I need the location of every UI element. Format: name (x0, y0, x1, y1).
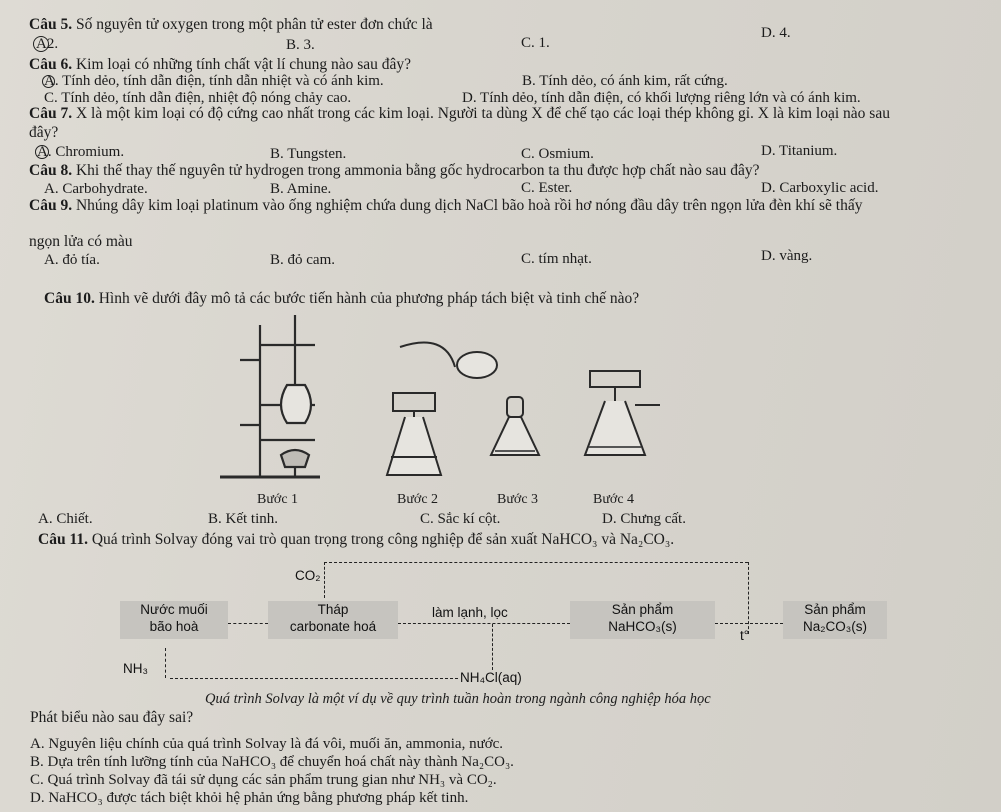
q5-option-c[interactable]: C. 1. (521, 35, 550, 51)
step3-apparatus (491, 397, 539, 455)
step-label: Bước 1 (257, 492, 299, 507)
nh4cl-label: NH₄Cl(aq) (460, 670, 522, 685)
q6-option-c[interactable]: C. Tính dẻo, tính dẫn điện, nhiệt độ nóng chảy cao. (44, 90, 352, 106)
q9-stem-cont: ngọn lửa có màu (29, 233, 133, 250)
heat-label: t° (740, 628, 750, 643)
box-nahco3: Sản phẩm NaHCO₃(s) (570, 601, 715, 639)
q11-prompt: Phát biểu nào sau đây sai? (30, 709, 194, 726)
q7-stem (29, 105, 890, 123)
arrow-heat (715, 623, 783, 624)
q7-stem-cont: đây? (29, 124, 59, 141)
q7-option-b[interactable]: B. Tungsten. (270, 146, 347, 162)
q8-option-d[interactable]: D. Carboxylic acid. (761, 180, 879, 196)
q10-option-b[interactable]: B. Kết tinh. (208, 511, 278, 527)
q8-option-a[interactable]: A. Carbohydrate. (44, 181, 148, 197)
q10-text: Hình vẽ dưới đây mô tả các bước tiến hành của phương pháp tách biệt và tinh chế nào? (98, 290, 640, 307)
q11-stem (38, 531, 674, 549)
arrow-tower-to-product (398, 623, 570, 624)
box-na2co3: Sản phẩm Na₂CO₃(s) (783, 601, 887, 639)
step4-apparatus (585, 371, 660, 455)
q7-label: Câu 7. (29, 105, 73, 122)
step-label: Bước 4 (593, 492, 635, 507)
q5-label: Câu 5. (29, 16, 73, 33)
q7-option-c[interactable]: C. Osmium. (521, 146, 594, 162)
q8-stem (29, 162, 760, 180)
q6-text: Kim loại có những tính chất vật lí chung nào sau đây? (75, 56, 412, 73)
q9-option-d[interactable]: D. vàng. (761, 248, 813, 264)
box-brine: Nước muối bão hoà (120, 601, 228, 639)
q9-stem (29, 197, 862, 215)
q11-option-c[interactable]: C. Quá trình Solvay đã tái sử dụng các sản phẩm trung gian như NH₃ và CO₂. (30, 772, 497, 788)
co2-return-dashed-line (324, 562, 748, 563)
nh3-recycle-dashed-line (170, 678, 458, 679)
q5-stem (29, 16, 433, 34)
q8-option-b[interactable]: B. Amine. (270, 181, 332, 197)
nh3-label: NH₃ (123, 661, 148, 676)
separation-steps-figure (215, 305, 675, 490)
cooling-filter-label: làm lạnh, lọc (432, 605, 508, 620)
q9-option-b[interactable]: B. đỏ cam. (270, 252, 335, 268)
arrow-brine-to-tower (228, 623, 268, 624)
q6-option-d[interactable]: D. Tính dẻo, tính dẫn điện, có khối lượng riêng lớn và có ánh kim. (462, 90, 861, 106)
q10-option-d[interactable]: D. Chưng cất. (602, 511, 686, 527)
q5-option-d[interactable]: D. 4. (761, 25, 791, 41)
q5-text: Số nguyên tử oxygen trong một phân tử ester đơn chức là (75, 16, 433, 33)
q7-option-a[interactable]: A. Chromium. (37, 144, 125, 160)
q11-option-b[interactable]: B. Dựa trên tính lưỡng tính của NaHCO₃ để chuyển hoá chất này thành Na₂CO₃. (30, 754, 514, 770)
q11-label: Câu 11. (38, 531, 88, 548)
solvay-caption: Quá trình Solvay là một ví dụ về quy trình tuần hoàn trong ngành công nghiệp hóa học (205, 691, 711, 707)
nh3-up-arrow (165, 648, 166, 678)
q9-option-c[interactable]: C. tím nhạt. (521, 251, 592, 267)
q7-text: X là một kim loại có độ cứng cao nhất trong các kim loại. Người ta dùng X để chế tạo các loại thép không gỉ. X là kim loại nào sau (75, 105, 890, 122)
q10-label: Câu 10. (44, 290, 95, 307)
q6-option-b[interactable]: B. Tính dẻo, có ánh kim, rất cứng. (522, 73, 728, 89)
arrow-down-nh4cl (492, 624, 493, 670)
q8-option-c[interactable]: C. Ester. (521, 180, 573, 196)
step1-apparatus (220, 315, 320, 477)
q7-option-d[interactable]: D. Titanium. (761, 143, 838, 159)
q9-text: Nhúng dây kim loại platinum vào ống nghiệm chứa dung dịch NaCl bão hoà rồi hơ nóng đầu dây trên ngọn lửa đèn khí sẽ thấy (75, 197, 863, 214)
q5-option-a[interactable]: A2. (36, 36, 59, 52)
q11-option-d[interactable]: D. NaHCO₃ được tách biệt khỏi hệ phản ứng bằng phương pháp kết tinh. (30, 790, 469, 806)
q11-text: Quá trình Solvay đóng vai trò quan trọng trong công nghiệp để sản xuất NaHCO₃ và Na₂CO₃. (91, 531, 675, 548)
step2-apparatus (387, 343, 497, 476)
q11-option-a[interactable]: A. Nguyên liệu chính của quá trình Solvay là đá vôi, muối ăn, ammonia, nước. (30, 736, 504, 752)
co2-label: CO₂ (295, 568, 321, 583)
step-label: Bước 3 (497, 492, 539, 507)
q10-option-a[interactable]: A. Chiết. (38, 511, 93, 527)
step-label: Bước 2 (397, 492, 439, 507)
q10-option-c[interactable]: C. Sắc kí cột. (420, 511, 501, 527)
q6-option-a[interactable]: A. Tính dẻo, tính dẫn điện, tính dẫn nhiệt và có ánh kim. (44, 73, 384, 89)
q9-label: Câu 9. (29, 197, 73, 214)
q6-label: Câu 6. (29, 56, 73, 73)
q9-option-a[interactable]: A. đỏ tía. (44, 252, 100, 268)
q8-label: Câu 8. (29, 162, 73, 179)
box-carbonation-tower: Tháp carbonate hoá (268, 601, 398, 639)
co2-dashed-line (324, 562, 325, 598)
q5-option-b[interactable]: B. 3. (286, 37, 315, 53)
q8-text: Khi thế thay thế nguyên tử hydrogen trong ammonia bằng gốc hydrocarbon ta thu được hợp chất nào sau đây? (75, 162, 760, 179)
